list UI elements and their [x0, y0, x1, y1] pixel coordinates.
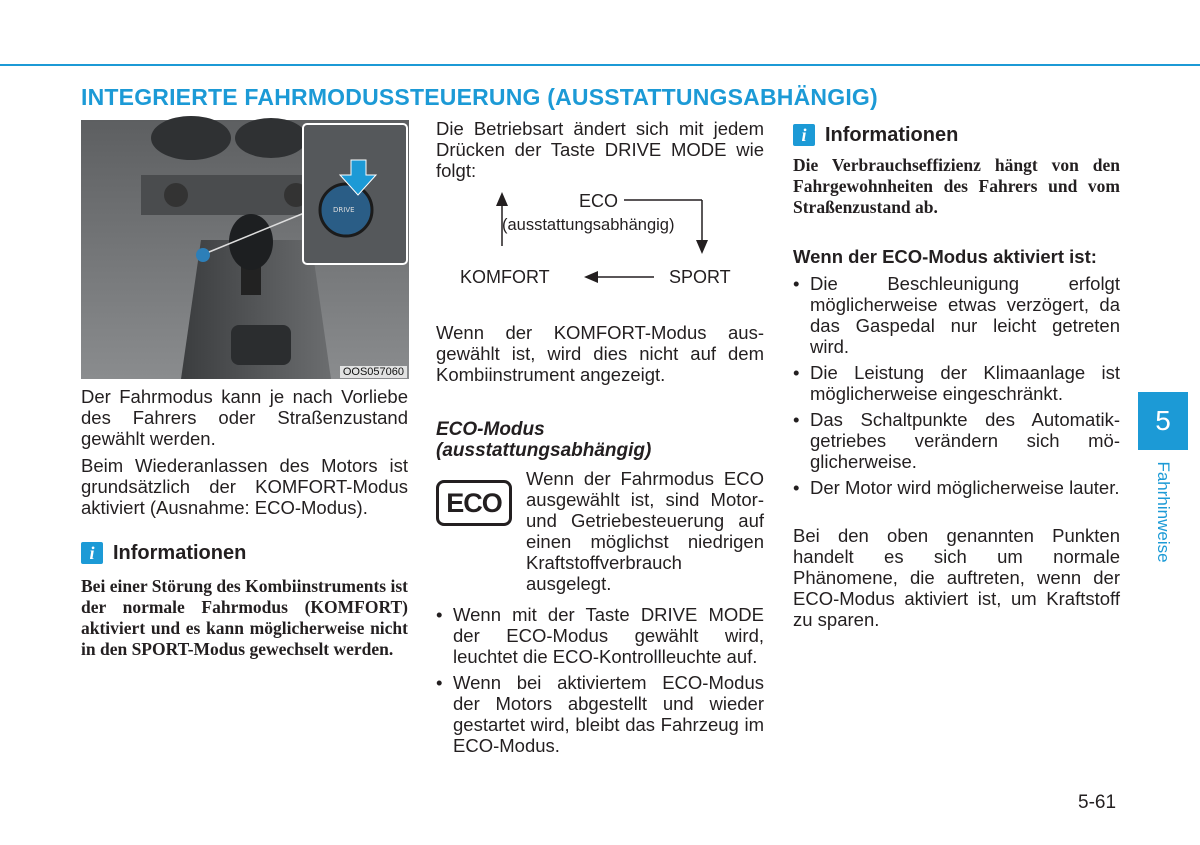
mode-cycle-diagram	[440, 186, 731, 296]
info-icon: i	[793, 124, 815, 146]
diagram-sport-label: SPORT	[669, 267, 731, 287]
svg-text:DRIVE: DRIVE	[333, 206, 355, 214]
diagram-arrow-down	[696, 240, 708, 254]
effect-bullet: • Die Leistung der Klimaanlage ist möglicherweise eingeschränkt.	[793, 362, 1120, 404]
diagram-eco-note: (ausstattungsabhängig)	[502, 216, 675, 234]
info-heading-left	[81, 542, 408, 564]
middle-column	[436, 118, 764, 181]
middle-column-lower	[436, 322, 764, 761]
eco-description: Wenn der Fahrmodus ECO ausgewählt ist, sind Motor- und Getriebesteuerung auf einen möglichst niedrigen Kraftstoffverbrauch ausgelegt.	[526, 468, 764, 594]
section-heading: INTEGRIERTE FAHRMODUSSTEUERUNG (AUSSTATTUNGSABHÄNGIG)	[81, 84, 878, 110]
eco-block	[436, 468, 764, 594]
drive-mode-photo	[81, 120, 409, 379]
eco-heading-line1: ECO-Modus	[436, 419, 545, 440]
top-rule	[0, 64, 1200, 66]
right-column	[793, 124, 1120, 630]
effect-bullet: • Das Schaltpunkte des Automatikgetriebes verändern sich möglicherweise.	[793, 409, 1120, 472]
left-column	[81, 386, 408, 660]
diagram-arrow-up	[496, 192, 508, 206]
info-title: Informationen	[825, 123, 959, 146]
diagram-eco-label: ECO	[578, 191, 618, 211]
effect-bullet: • Die Beschleunigung erfolgt möglicherweise etwas verzögert, da das Gaspedal nur leicht getreten wird.	[793, 273, 1120, 357]
diagram-arrow-left	[584, 271, 598, 283]
info-title: Informationen	[113, 541, 247, 564]
eco-mode-heading	[436, 419, 764, 461]
eco-effects-list	[793, 273, 1120, 498]
chapter-tab: 5	[1138, 392, 1188, 450]
eco-active-heading: Wenn der ECO-Modus aktiviert ist:	[793, 246, 1097, 267]
eco-bullet-list	[436, 604, 764, 756]
info-icon: i	[81, 542, 103, 564]
eco-heading-line2: (ausstattungsabhängig)	[436, 440, 652, 461]
console-illustration	[81, 120, 409, 379]
page-number: 5-61	[1078, 792, 1117, 813]
komfort-note: Wenn der KOMFORT-Modus ausgewählt ist, wird dies nicht auf dem Kombiinstrument angezeigt.	[436, 322, 764, 385]
eco-bullet: • Wenn mit der Taste DRIVE MODE der ECO-Modus gewählt wird, leuchtet die ECO-Kontrollleuchte auf.	[436, 604, 764, 667]
restart-paragraph: Beim Wiederanlassen des Motors ist grundsätzlich der KOMFORT-Modus aktiviert (Ausnahme: ECO-Modus).	[81, 455, 408, 518]
closing-paragraph: Bei den oben genannten Punkten handelt es sich um normale Phänomene, die auftreten, wenn der ECO-Modus aktiviert ist, um Kraftstoff zu sparen.	[793, 525, 1120, 630]
info-text-right: Die Verbrauchseffizienz hängt von den Fahrgewohnheiten des Fahrers und vom Straßenzustand ab.	[793, 155, 1120, 217]
mode-intro-paragraph: Der Fahrmodus kann je nach Vorliebe des Fahrers oder Straßenzustand gewählt werden.	[81, 386, 408, 449]
chapter-label: Fahrhinweise	[1154, 461, 1173, 563]
eco-indicator-icon: ECO	[436, 480, 512, 526]
info-text-left: Bei einer Störung des Kombiinstruments ist der normale Fahrmodus (KOMFORT) aktiviert und es kann möglicherweise nicht in den SPORT-Modus gewechselt werden.	[81, 576, 408, 659]
eco-bullet: • Wenn bei aktiviertem ECO-Modus der Motors abgestellt und wieder gestartet wird, bleibt das Fahrzeug im ECO-Modus.	[436, 672, 764, 756]
image-code: OOS057060	[340, 366, 407, 378]
diagram-komfort-label: KOMFORT	[460, 267, 550, 287]
info-heading-right	[793, 124, 1120, 146]
mode-cycle-intro: Die Betriebsart ändert sich mit jedem Drücken der Taste DRIVE MODE wie folgt:	[436, 118, 764, 181]
effect-bullet: • Der Motor wird möglicherweise lauter.	[793, 477, 1120, 498]
